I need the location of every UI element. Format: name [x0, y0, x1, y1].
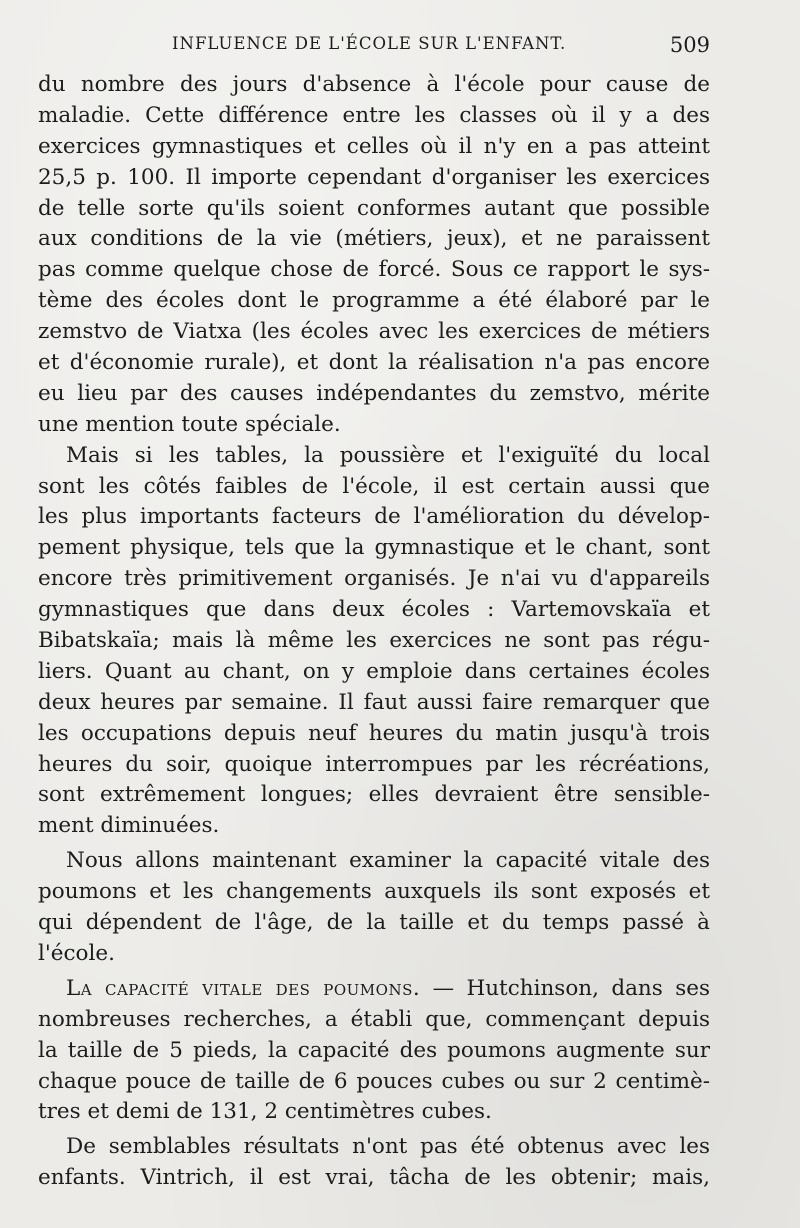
section-paragraph — [38, 974, 710, 1128]
text-line — [38, 974, 710, 1005]
text-line: aux conditions de la vie (métiers, jeux), et ne paraissent — [38, 226, 710, 252]
text-line: Bibatskaïa; mais là même les exercices ne sont pas régu- — [38, 628, 710, 654]
text-line: sont extrêmement longues; elles devraient être sensible- — [38, 782, 710, 808]
text-line: poumons et les changements auxquels ils sont exposés et — [38, 879, 710, 905]
text-line: heures du soir, quoique interrompues par les récréations, — [38, 751, 710, 777]
page-number: 509 — [669, 33, 710, 57]
text-line: et d'économie rurale), et dont la réalisation n'a pas encore — [38, 350, 710, 376]
text-line: tème des écoles dont le programme a été élaboré par le — [38, 288, 710, 314]
text-line: deux heures par semaine. Il faut aussi faire remarquer que — [38, 689, 710, 715]
paragraph — [38, 441, 710, 843]
text-line: les occupations depuis neuf heures du matin jusqu'à trois — [38, 720, 710, 746]
paragraph — [38, 70, 710, 441]
section-heading: La capacité vitale des poumons. — [66, 975, 421, 1001]
running-title: INFLUENCE DE L'ÉCOLE SUR L'ENFANT. — [172, 34, 567, 53]
text-line: pement physique, tels que la gymnastique et le chant, sont — [38, 535, 710, 561]
text-line: une mention toute spéciale. — [38, 411, 341, 437]
text-line: enfants. Vintrich, il est vrai, tâcha de les obtenir; mais, — [38, 1165, 710, 1191]
text-line: maladie. Cette différence entre les classes où il y a des — [38, 102, 710, 128]
heading-continuation: — Hutchinson, dans ses — [420, 975, 710, 1001]
text-line: du nombre des jours d'absence à l'école pour cause de — [38, 72, 710, 97]
text-line: Nous allons maintenant examiner la capacité vitale des — [66, 848, 710, 874]
text-line: eu lieu par des causes indépendantes du zemstvo, mérite — [38, 380, 710, 406]
paragraph — [38, 846, 710, 970]
text-line: la taille de 5 pieds, la capacité des poumons augmente sur — [38, 1037, 710, 1063]
text-line: exercices gymnastiques et celles où il n'y en a pas atteint — [38, 133, 710, 159]
text-line: qui dépendent de l'âge, de la taille et du temps passé à — [38, 910, 710, 936]
text-line: les plus importants facteurs de l'amélioration du dévelop- — [38, 504, 710, 530]
text-line: l'école. — [38, 940, 115, 966]
text-line: tres et demi de 131, 2 centimètres cubes. — [38, 1099, 492, 1125]
text-line: zemstvo de Viatxa (les écoles avec les exercices de métiers — [38, 319, 710, 345]
text-line: 25,5 p. 100. Il importe cependant d'organiser les exercices — [38, 164, 710, 190]
text-line: ment diminuées. — [38, 813, 220, 839]
paragraph — [38, 1132, 710, 1194]
text-line: de telle sorte qu'ils soient conformes autant que possible — [38, 195, 710, 221]
running-head — [40, 34, 710, 58]
text-line: liers. Quant au chant, on y emploie dans certaines écoles — [38, 658, 710, 684]
text-line: encore très primitivement organisés. Je n'ai vu d'appareils — [38, 566, 710, 592]
text-line: Mais si les tables, la poussière et l'exiguïté du local — [66, 442, 710, 468]
text-line: De semblables résultats n'ont pas été obtenus avec les — [66, 1134, 710, 1160]
text-line: nombreuses recherches, a établi que, commençant depuis — [38, 1006, 710, 1032]
text-line: pas comme quelque chose de forcé. Sous ce rapport le sys- — [38, 257, 710, 283]
text-line: chaque pouce de taille de 6 pouces cubes ou sur 2 centimè- — [38, 1068, 710, 1094]
text-line: gymnastiques que dans deux écoles : Vartemovskaïa et — [38, 597, 710, 623]
text-line: sont les côtés faibles de l'école, il est certain aussi que — [38, 473, 710, 499]
body-text — [38, 70, 710, 1194]
